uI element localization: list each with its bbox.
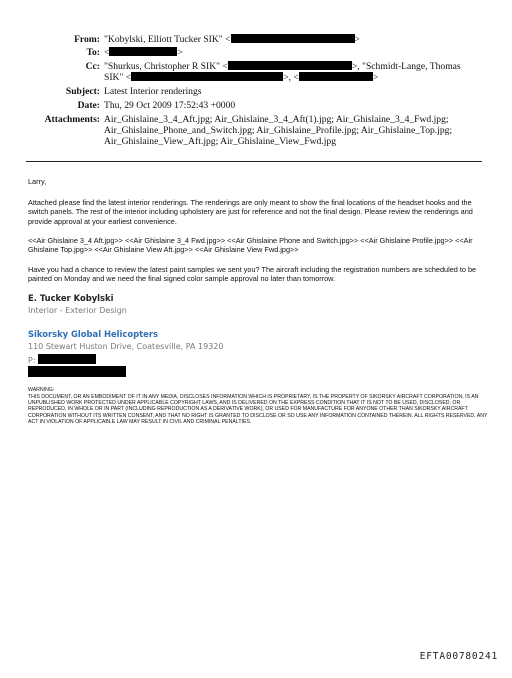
phone-prefix: P: [28, 356, 36, 365]
attachment-line-3: Air_Ghislaine_View_Aft.jpg; Air_Ghislaine_View_Fwd.jpg [104, 136, 337, 147]
from-close: > [354, 34, 360, 45]
bates-number: EFTA00780241 [419, 651, 498, 662]
to-open: < [104, 47, 110, 58]
subject-label: Subject: [65, 86, 100, 97]
signature-phone [28, 354, 96, 365]
body-paragraph-3: Have you had a chance to review the latest paint samples we sent you? The aircraft including the registration numbers are scheduled to be painted on Monday and we need the final signed color sample approval no later than tomorrow. [28, 265, 477, 284]
redaction-bar [131, 72, 283, 81]
attachments-label: Attachments: [44, 114, 100, 125]
header-divider [26, 161, 482, 162]
redaction-bar [28, 366, 126, 377]
redaction-bar [228, 61, 352, 70]
date-label: Date: [77, 100, 100, 111]
cc-close: > [372, 72, 379, 83]
attachment-placeholders: <<Air Ghislaine 3_4 Aft.jpg>> <<Air Ghislaine 3_4 Fwd.jpg>> <<Air Ghislaine Phone and Switch.jpg>> <<Air Ghislaine Profile.jpg>> <<Air Ghislaine Top.jpg>> <<Air Ghislaine View Aft.jpg>> <<Air Ghislaine View Fwd.jpg>> [28, 236, 473, 255]
greeting: Larry, [28, 177, 47, 186]
to-close: > [177, 47, 183, 58]
from-value [104, 34, 360, 45]
redaction-bar [299, 72, 373, 81]
redaction-bar [231, 34, 355, 43]
warning-text: THIS DOCUMENT, OR AN EMBODIMENT OF IT IN ANY MEDIA, DISCLOSES INFORMATION WHICH IS PROPRIETARY, IS THE PROPERTY OF SIKORSKY AIRCRAFT CORPORATION, IS AN UNPUBLISHED WORK PROTECTED UNDER APPLICABLE COPYRIGHT LAWS, AND IS DELIVERED ON THE EXPRESS CONDITION THAT IT IS NOT TO BE USED, DISCLOSED, OR REPRODUCED, IN WHOLE OR IN PART (INCLUDING REPRODUCTION AS A DERIVATIVE WORK), OR USED FOR MANUFACTURE FOR ANYONE OTHER THAN SIKORSKY AIRCRAFT CORPORATION WITHOUT ITS WRITTEN CONSENT, AND THAT NO RIGHT IS GRANTED TO DISCLOSE OR SO USE ANY INFORMATION CONTAINED THEREIN. ALL RIGHTS RESERVED. ANY ACT IN VIOLATION OF APPLICABLE LAW MAY RESULT IN CIVIL AND CRIMINAL PENALTIES. [28, 394, 488, 425]
attachment-line-1: Air_Ghislaine_3_4_Aft.jpg; Air_Ghislaine_3_4_Aft(1).jpg; Air_Ghislaine_3_4_Fwd.jpg; [104, 114, 449, 125]
body-paragraph-1: Attached please find the latest interior renderings. The renderings are only meant to show the final locations of the headset hooks and the switch panels. The rest of the interior including upholstery are just for reference and not the final design. Please review the renderings and provide approval at your earliest convenience. [28, 198, 473, 226]
redaction-bar [38, 354, 96, 364]
signature-name: E. Tucker Kobylski [28, 293, 114, 303]
subject-value: Latest Interior renderings [104, 86, 202, 97]
signature-address: 110 Stewart Huston Drive, Coatesville, PA 19320 [28, 342, 224, 351]
cc-name-1: "Shurkus, Christopher R SIK" < [104, 61, 228, 72]
to-label: To: [86, 47, 100, 58]
signature-company: Sikorsky Global Helicopters [28, 329, 158, 339]
from-label: From: [74, 34, 100, 45]
to-value [104, 47, 183, 58]
cc-value-line-2 [104, 72, 378, 83]
date-value: Thu, 29 Oct 2009 17:52:43 +0000 [104, 100, 236, 111]
cc-separator: >, < [283, 72, 299, 83]
cc-name-2-end: SIK" < [104, 72, 132, 83]
warning-heading: WARNING: [28, 387, 55, 393]
cc-name-2: >, "Schmidt-Lange, Thomas [351, 61, 461, 72]
cc-label: Cc: [85, 61, 100, 72]
attachment-line-2: Air_Ghislaine_Phone_and_Switch.jpg; Air_Ghislaine_Profile.jpg; Air_Ghislaine_Top.jpg; [104, 125, 453, 136]
redaction-bar [109, 47, 177, 56]
cc-value-line-1 [104, 61, 461, 72]
from-name: "Kobylski, Elliott Tucker SIK" < [104, 34, 231, 45]
signature-title: Interior - Exterior Design [28, 306, 127, 315]
